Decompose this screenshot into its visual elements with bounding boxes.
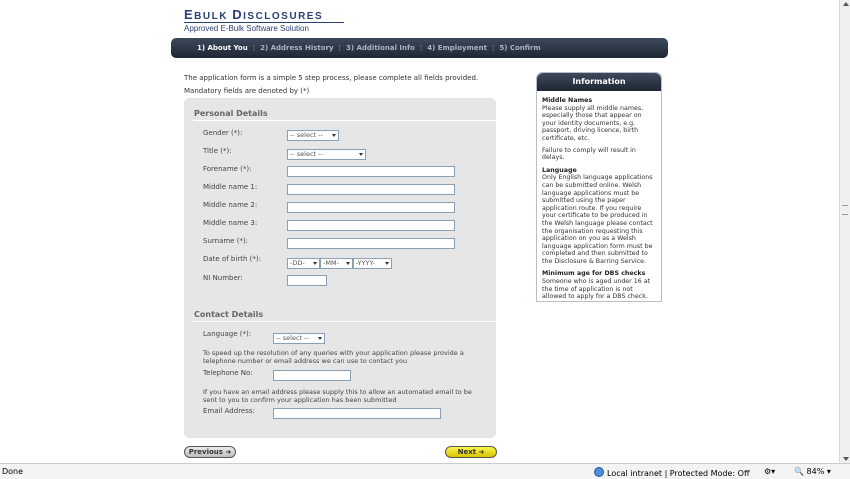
title-select[interactable]: -- select -- xyxy=(287,149,366,160)
chevron-down-icon xyxy=(359,153,363,156)
personal-details-heading: Personal Details xyxy=(194,109,268,118)
information-body xyxy=(537,91,661,301)
nav-step-employment[interactable]: 4) Employment xyxy=(427,44,487,52)
application-form xyxy=(184,98,496,438)
middle-name-2-input[interactable] xyxy=(287,202,455,213)
section-divider xyxy=(193,120,496,121)
minimum-age-text: Someone who is aged under 16 at the time of application is not allowed to apply for a DBS check. xyxy=(542,278,651,301)
zoom-value: 84% xyxy=(806,467,825,476)
language-text: Only English language applications can be submitted online. Welsh language applications must be submitted using the paper application route. If you require your certificate to be produced in the Welsh language please contact the organisation requesting this application on you as a Welsh language application form must be completed and then submitted to the Disclosure & Barring Service. xyxy=(542,174,653,265)
nav-separator: ¦ xyxy=(338,44,341,52)
information-title: Information xyxy=(537,73,661,91)
scroll-up-icon[interactable] xyxy=(843,2,849,6)
dob-month-select[interactable]: -MM- xyxy=(320,258,353,269)
zoom-level[interactable]: 🔍 84% ▾ xyxy=(794,467,831,476)
minimum-age-heading: Minimum age for DBS checks xyxy=(542,270,646,278)
email-note: If you have an email address please supply this to allow an automated email to be sent to you to confirm your application has been submitted xyxy=(203,388,472,404)
gender-label: Gender (*): xyxy=(203,129,243,137)
chevron-down-icon xyxy=(313,262,317,265)
gender-select[interactable]: -- select -- xyxy=(287,130,339,141)
chevron-down-icon xyxy=(385,262,389,265)
vertical-scrollbar[interactable] xyxy=(839,0,850,463)
nav-step-about-you[interactable]: 1) About You xyxy=(197,44,248,52)
security-zone[interactable] xyxy=(594,467,749,478)
telephone-label: Telephone No: xyxy=(203,369,253,377)
dob-label: Date of birth (*): xyxy=(203,255,261,263)
nav-step-additional-info[interactable]: 3) Additional Info xyxy=(345,44,415,52)
phone-note: To speed up the resolution of any queries with your application please provide a telephone number or email address we can use to contact you xyxy=(203,349,464,365)
nav-step-address-history[interactable]: 2) Address History xyxy=(260,44,334,52)
nav-separator: ¦ xyxy=(252,44,256,52)
section-divider xyxy=(193,321,496,322)
chevron-down-icon xyxy=(346,262,350,265)
security-zone-text: Local intranet | Protected Mode: Off xyxy=(607,469,750,478)
language-heading: Language xyxy=(542,166,577,174)
logo-tagline: Approved E-Bulk Software Solution xyxy=(184,22,344,33)
previous-button[interactable]: Previous ➜ xyxy=(184,446,236,458)
status-text: Done xyxy=(2,467,24,476)
next-button[interactable]: Next ➜ xyxy=(445,446,497,458)
dob-day-select[interactable]: -DD- xyxy=(287,258,320,269)
site-logo[interactable] xyxy=(184,7,344,33)
middle-name-1-input[interactable] xyxy=(287,184,455,195)
language-select[interactable]: -- select -- xyxy=(273,333,325,344)
gear-icon[interactable]: ⚙▾ xyxy=(764,467,776,476)
telephone-input[interactable] xyxy=(273,370,351,381)
ni-number-input[interactable] xyxy=(287,275,327,286)
logo-title: EBULK DISCLOSURES xyxy=(184,7,324,22)
arrow-right-icon: ➜ xyxy=(478,448,485,456)
surname-label: Surname (*): xyxy=(203,237,249,245)
middle-names-text: Please supply all middle names, especially those that appear on your identity documents, e.g. passport, driving licence, birth certificate, etc. xyxy=(542,104,644,142)
middle-names-heading: Middle Names xyxy=(542,97,593,104)
scroll-down-icon[interactable] xyxy=(843,457,849,461)
forename-input[interactable] xyxy=(287,166,455,177)
middle-name-2-label: Middle name 2: xyxy=(203,201,258,209)
nav-separator: ¦ xyxy=(491,44,495,52)
intro-line-2: Mandatory fields are denoted by (*) xyxy=(184,87,310,95)
title-label: Title (*): xyxy=(203,147,232,155)
globe-icon xyxy=(594,467,604,477)
nav-step-confirm[interactable]: 5) Confirm xyxy=(499,44,541,52)
dob-year-select[interactable]: -YYYY- xyxy=(353,258,392,269)
contact-details-heading: Contact Details xyxy=(194,310,264,319)
surname-input[interactable] xyxy=(287,238,455,249)
email-label: Email Address: xyxy=(203,407,255,415)
browser-status-bar xyxy=(0,463,850,479)
step-navigation xyxy=(171,38,668,58)
middle-names-warning: Failure to comply will result in delays. xyxy=(542,146,636,162)
chevron-down-icon xyxy=(318,337,322,340)
information-panel xyxy=(536,72,662,302)
middle-name-3-input[interactable] xyxy=(287,220,455,231)
middle-name-3-label: Middle name 3: xyxy=(203,219,258,227)
nav-separator: ¦ xyxy=(419,44,423,52)
middle-name-1-label: Middle name 1: xyxy=(203,183,258,191)
chevron-down-icon xyxy=(332,134,336,137)
language-label: Language (*): xyxy=(203,330,252,338)
ni-number-label: NI Number: xyxy=(203,274,243,282)
intro-line-1: The application form is a simple 5 step process, please complete all fields provided. xyxy=(184,74,479,82)
email-input[interactable] xyxy=(273,408,441,419)
scroll-thumb[interactable] xyxy=(842,205,848,215)
arrow-right-icon: ➜ xyxy=(225,448,232,456)
intro-text xyxy=(184,72,478,98)
forename-label: Forename (*): xyxy=(203,165,252,173)
